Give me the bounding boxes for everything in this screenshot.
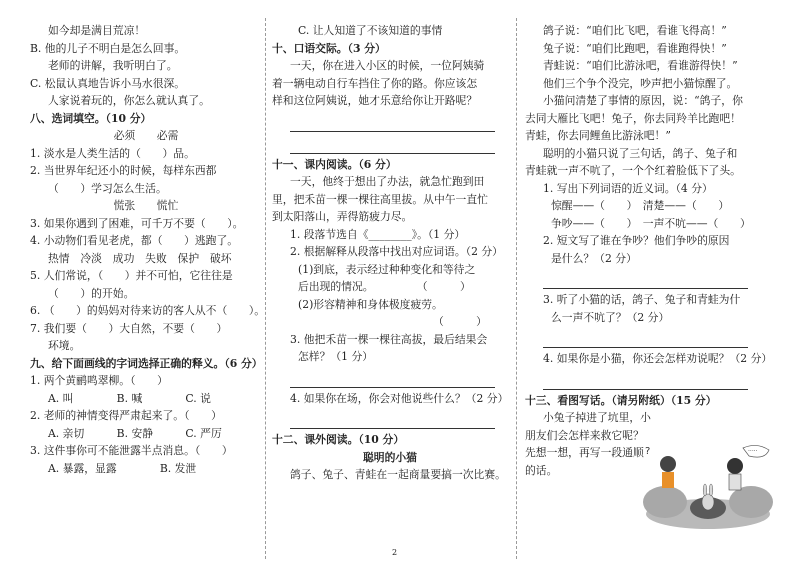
text-line: 的话。 — [525, 463, 558, 477]
text-line: 惊醒——（ ） 清楚——（ ） — [551, 199, 730, 212]
answer-line[interactable] — [290, 409, 495, 429]
text-line: 2. 当世界年纪还小的时候，每样东西都 — [30, 164, 217, 177]
text-line: (1)到底，表示经过种种变化和等待之 — [298, 262, 476, 276]
text-line: C. 让人知道了不该知道的事情 — [298, 24, 443, 37]
text-line: 青蛙就一声不吭了，一个个红着脸低下了头。 — [525, 164, 741, 177]
text-line: C. 松鼠认真地告诉小马水很深。 — [30, 76, 186, 90]
section-heading: 十一、课内阅读。（6 分） — [272, 157, 397, 171]
middle-column — [272, 22, 508, 484]
text-line: 老师的讲解，我听明白了。 — [48, 59, 178, 72]
answer-line[interactable] — [290, 368, 495, 388]
text-line: (2)形容精神和身体极度疲劳。 — [298, 297, 443, 311]
text-line: 去同大雁比飞吧！兔子，你去同羚羊比跑吧！ — [525, 111, 741, 125]
story-title: 聪明的小猫 — [363, 450, 417, 464]
text-line: 鸽子、兔子、青蛙在一起商量要搞一次比赛。 — [290, 468, 506, 481]
text-line: 样和这位阿姨说，她才乐意给你让开路呢？ — [272, 94, 478, 107]
section-heading: 九、给下面画线的字词选择正确的释义。（6 分） — [30, 356, 263, 370]
text-line: 是什么？（2 分） — [551, 251, 637, 265]
text-line: （ ）学习怎么生活。 — [48, 181, 167, 195]
text-line: 2. 根据解释从段落中找出对应词语。（2 分） — [290, 245, 503, 258]
left-column — [30, 22, 266, 477]
answer-line[interactable] — [543, 269, 748, 289]
text-line: 1. 两个黄鹂鸣翠柳。（ ） — [30, 374, 168, 387]
text-line: 4. 如果你在场，你会对他说些什么？（2 分） — [290, 391, 509, 405]
text-line: 慌张 慌忙 — [113, 199, 179, 212]
section-heading: 十二、课外阅读。（10 分） — [272, 433, 405, 446]
text-line: 怎样？（1 分） — [298, 350, 374, 363]
column-divider — [516, 18, 517, 559]
text-line: 青蛙说：“咱们比游泳吧，看谁游得快！” — [543, 59, 738, 72]
text-line: 4. 小动物们看见老虎，都（ ）逃跑了。 — [30, 234, 239, 247]
text-line: （ ）的开始。 — [48, 286, 135, 300]
text-line: 6. （ ）的妈妈对待来访的客人从不（ ）。 — [30, 304, 266, 317]
text-line: 争吵——（ ） 一声不吭——（ ） — [551, 216, 751, 230]
text-line: 环境。 — [48, 339, 81, 352]
text-line: 7. 我们要（ ）大自然，不要（ ） — [30, 321, 228, 335]
text-line: 青蛙，你去同鲤鱼比游泳吧！” — [525, 129, 671, 142]
text-line: （ ） — [298, 315, 487, 328]
text-line: 后出现的情况。 （ ） — [298, 280, 471, 293]
section-heading: 十三、看图写话。（请另附纸）（15 分） — [525, 393, 717, 407]
text-line: A. 亲切 B. 安静 C. 严厉 — [48, 426, 222, 440]
text-line: A. 叫 B. 喊 C. 说 — [48, 391, 211, 405]
text-line: 里，把禾苗一棵一棵往高里拔。从中午一直忙 — [272, 192, 488, 206]
text-line: 热情 冷淡 成功 失败 保护 破坏 — [48, 251, 232, 265]
page-number: 2 — [392, 548, 398, 557]
text-line: 到太阳落山，弄得筋疲力尽。 — [272, 210, 413, 223]
text-line: 2. 短文写了谁在争吵？他们争吵的原因 — [543, 234, 730, 247]
section-heading: 十、口语交际。（3 分） — [272, 41, 386, 55]
text-line: 1. 写出下列词语的近义词。（4 分） — [543, 181, 713, 195]
text-line: 必须 必需 — [113, 129, 179, 142]
text-line: 鸽子说：“咱们比飞吧，看谁飞得高！” — [543, 24, 727, 37]
text-line: 1. 段落节选自《________》。（1 分） — [290, 227, 466, 241]
svg-text:?: ? — [645, 446, 651, 457]
svg-text:·····: ····· — [748, 448, 758, 455]
text-line: 3. 这件事你可不能泄露半点消息。（ ） — [30, 444, 233, 457]
text-line: 着一辆电动自行车挡住了你的路。你应该怎 — [272, 76, 478, 90]
text-line: B. 他的儿子不明白是怎么回事。 — [30, 41, 186, 55]
text-line: 4. 如果你是小猫，你还会怎样劝说呢？（2 分） — [543, 352, 773, 365]
text-line: 5. 人们常说，（ ）并不可怕，它往往是 — [30, 269, 233, 282]
answer-line[interactable] — [290, 134, 495, 154]
section-heading: 八、选词填空。（10 分） — [30, 111, 152, 125]
text-line: 朋友们会怎样来救它呢？ — [525, 428, 644, 442]
answer-line[interactable] — [543, 328, 748, 348]
right-column — [525, 22, 773, 479]
answer-line[interactable] — [290, 112, 495, 132]
text-line: 3. 听了小猫的话，鸽子、兔子和青蛙为什 — [543, 293, 741, 306]
text-line: 么一声不吭了？（2 分） — [551, 310, 670, 324]
text-line: 一天，他终于想出了办法，就急忙跑到田 — [290, 175, 485, 188]
text-line: 如今却是满目荒凉！ — [48, 24, 146, 37]
text-line: 一天，你在进入小区的时候，一位阿姨骑 — [290, 59, 485, 72]
answer-line[interactable] — [543, 370, 748, 390]
text-line: A. 暴露，显露 B. 发泄 — [48, 461, 197, 475]
text-line: 小猫问清楚了事情的原因，说：“鸽子，你 — [543, 94, 743, 107]
text-line: 2. 老师的神情变得严肃起来了。（ ） — [30, 409, 222, 422]
text-line: 他们三个争个没完，吵声把小猫惊醒了。 — [543, 76, 738, 90]
text-line: 1. 淡水是人类生活的（ ）品。 — [30, 146, 195, 160]
text-line: 人家说着玩的，你怎么就认真了。 — [48, 94, 210, 107]
text-line: 聪明的小猫只说了三句话，鸽子、兔子和 — [543, 146, 738, 160]
column-divider — [265, 18, 266, 559]
rabbit-in-pit-illustration — [643, 442, 773, 530]
text-line: 先想一想，再写一段通顺 — [525, 446, 644, 459]
text-line: 3. 如果你遇到了困难，可千万不要（ ）。 — [30, 216, 244, 230]
text-line: 3. 他把禾苗一棵一棵往高拔，最后结果会 — [290, 332, 488, 346]
text-line: 小兔子掉进了坑里，小 — [543, 411, 651, 424]
text-line: 兔子说：“咱们比跑吧，看谁跑得快！” — [543, 41, 727, 55]
